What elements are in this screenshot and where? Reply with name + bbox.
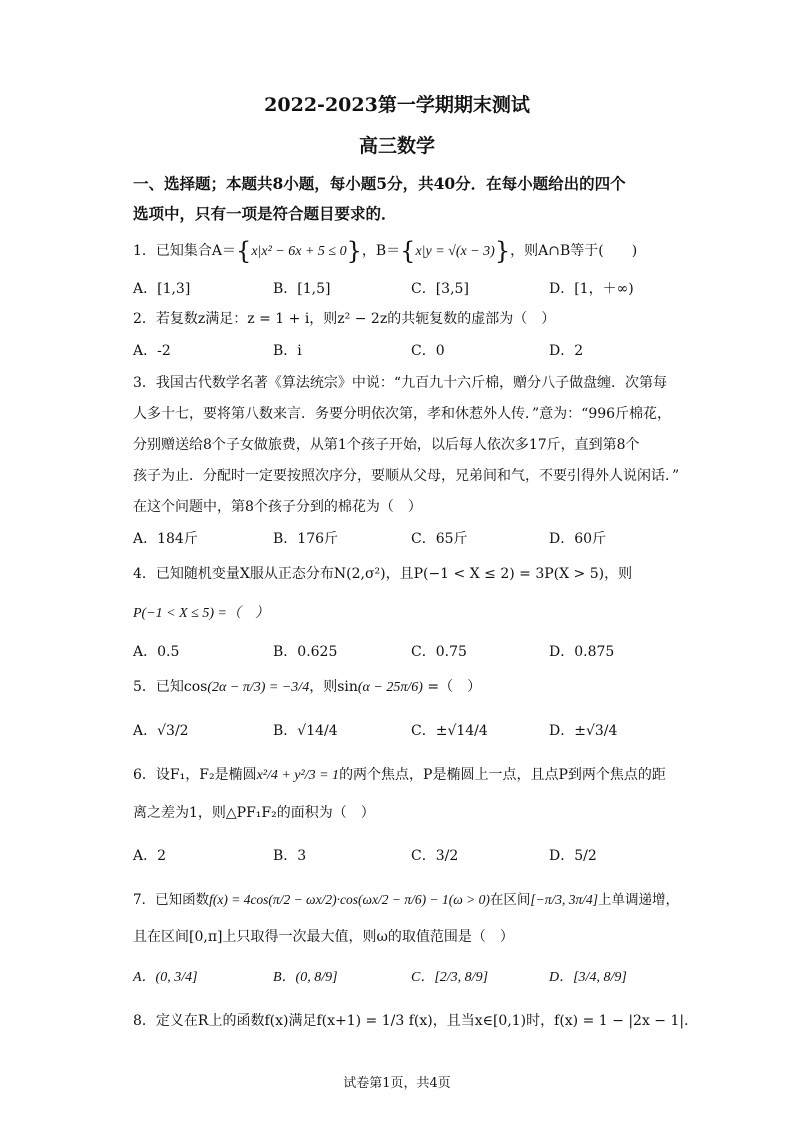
q7-stem-end: 上单调递增， <box>597 892 679 908</box>
q3-option-d: D．60斤 <box>549 531 607 547</box>
q7-option-c: C．[2/3, 8/9] <box>411 970 489 985</box>
right-brace-icon: } <box>494 237 511 265</box>
q2-option-c: C．0 <box>411 343 445 359</box>
q3-option-c: C．65斤 <box>411 531 468 547</box>
page-footer: 试卷第1页，共4页 <box>343 1076 451 1091</box>
q1-option-b: B．[1,5] <box>273 281 331 297</box>
q4-option-a: A．0.5 <box>133 644 180 660</box>
q2-option-a: A．-2 <box>133 343 171 359</box>
q1-set-a: x|x² − 6x + 5 ≤ 0 <box>251 244 347 259</box>
q3-option-a: A．184斤 <box>133 531 198 547</box>
q5-cos-value: = −3/4 <box>265 680 310 695</box>
question-1-stem <box>133 237 638 265</box>
q1-stem-mid: ，B＝ <box>361 243 401 259</box>
q5-option-b: B．√14/4 <box>273 723 338 739</box>
question-6-stem-2: 离之差为1，则△PF₁F₂的面积为（ ） <box>133 805 375 821</box>
q1-set-b: x|y = √(x − 3) <box>415 244 495 259</box>
left-brace-icon: { <box>400 237 416 265</box>
section-heading-line1: 一、选择题；本题共8小题，每小题5分，共40分．在每小题给出的四个 <box>133 174 626 193</box>
q2-option-b: B．i <box>273 343 302 359</box>
q4-option-d: D．0.875 <box>549 644 615 660</box>
q4-option-b: B．0.625 <box>273 644 338 660</box>
q7-interval: [−π/3, 3π/4] <box>530 892 598 907</box>
q7-stem-mid: 在区间 <box>489 892 531 908</box>
q1-stem-start: 1．已知集合A＝ <box>133 243 237 259</box>
q3-option-b: B．176斤 <box>273 531 339 547</box>
q6-option-a: A．2 <box>133 848 167 864</box>
question-6-stem <box>133 764 666 784</box>
q5-stem-start: 5．已知cos <box>133 679 208 695</box>
q7-option-a: A．(0, 3/4] <box>133 970 198 985</box>
q7-option-d: D．[3/4, 8/9] <box>549 970 627 985</box>
q5-stem-end: =（ ） <box>422 679 482 695</box>
q7-stem-start: 7．已知函数 <box>133 892 210 908</box>
question-3-line-3: 分别赠送给8个子女做旅费，从第1个孩子开始，以后每人依次多17斤，直到第8个 <box>133 437 640 453</box>
q6-stem-end: 的两个焦点，P是椭圆上一点，且点P到两个焦点的距 <box>339 767 666 783</box>
question-4-stem: 4．已知随机变量X服从正态分布N(2,σ²)，且P(−1 < X ≤ 2) = 3P(X > 5)，则 <box>133 566 633 582</box>
q1-option-c: C．[3,5] <box>411 281 469 297</box>
q1-stem-end: ，则A∩B等于( ) <box>510 243 638 259</box>
q6-option-c: C．3/2 <box>411 848 459 864</box>
q5-option-c: C．±√14/4 <box>411 723 488 739</box>
section-heading-line2: 选项中，只有一项是符合题目要求的． <box>133 204 397 223</box>
q7-function: f(x) = 4cos(π/2 − ωx/2)·cos(ωx/2 − π/6) − 1(ω > 0) <box>209 892 490 907</box>
q6-stem-start: 6．设F₁，F₂是椭圆 <box>133 767 257 783</box>
q5-option-a: A．√3/2 <box>133 723 189 739</box>
q2-option-d: D．2 <box>549 343 584 359</box>
question-2-stem: 2．若复数z满足：z = 1 + i，则z² − 2z的共轭复数的虚部为（ ） <box>133 311 556 327</box>
right-brace-icon: } <box>346 237 362 265</box>
q5-stem-mid: ，则sin <box>309 679 358 695</box>
q6-ellipse-equation: x²/4 + y²/3 = 1 <box>256 768 340 783</box>
question-3-line-2: 人多十七，要将第八数来言．务要分明依次第，孝和休惹外人传．”意为：“996斤棉花， <box>133 406 672 422</box>
q1-option-d: D．[1，＋∞) <box>549 281 634 297</box>
q5-sin-argument: (α − 25π/6) <box>357 680 423 695</box>
question-8-stem: 8．定义在R上的函数f(x)满足f(x+1) = 1/3 f(x)，且当x∈[0,1)时，f(x) = 1 − |2x − 1|． <box>133 1013 699 1029</box>
q1-option-a: A．[1,3] <box>133 281 191 297</box>
q6-option-d: D．5/2 <box>549 848 597 864</box>
q5-cos-argument: (2α − π/3) <box>207 680 266 695</box>
q6-option-b: B．3 <box>273 848 307 864</box>
q4-option-c: C．0.75 <box>411 644 467 660</box>
question-3-line-1: 3．我国古代数学名著《算法统宗》中说：“九百九十六斤棉，赠分八子做盘缠．次第每 <box>133 375 668 391</box>
question-7-stem <box>133 888 679 908</box>
q5-option-d: D．±√3/4 <box>549 723 618 739</box>
left-brace-icon: { <box>236 237 252 265</box>
question-3-line-4: 孩子为止．分配时一定要按照次序分，要顺从父母，兄弟间和气，不要引得外人说闲话．” <box>133 468 680 484</box>
question-7-stem-2: 且在区间[0,π]上只取得一次最大值，则ω的取值范围是（ ） <box>133 929 514 945</box>
question-5-stem <box>133 676 481 696</box>
exam-title: 2022-2023第一学期期末测试 <box>264 94 530 116</box>
question-3-line-5: 在这个问题中，第8个孩子分到的棉花为（ ） <box>133 499 422 515</box>
exam-subtitle: 高三数学 <box>358 135 435 157</box>
question-4-stem-2: P(−1 < X ≤ 5) =（ ） <box>133 606 269 621</box>
q7-option-b: B．(0, 8/9] <box>273 970 338 985</box>
